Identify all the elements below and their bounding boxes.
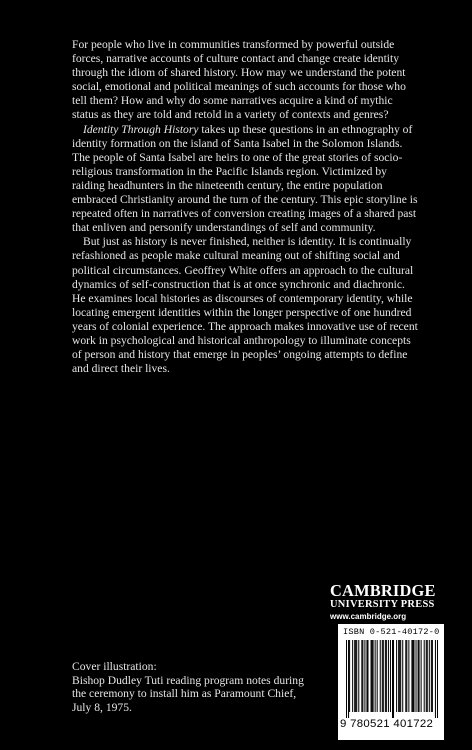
cover-illustration-heading: Cover illustration:: [72, 660, 157, 673]
back-cover-blurb: [72, 38, 420, 376]
publisher-name: CAMBRIDGE: [330, 581, 436, 600]
blurb-paragraph-2-text: takes up these questions in an ethnography of identity formation on the island of Santa Isabel in the Solomon Islands. The people of Santa Isabel are heirs to one of the great stories of socio-religious transformation in the Pacific Islands region. Victimized by raiding headhunters in the nineteenth century, the entire population embraced Christianity around the turn of the century. This epic storyline is repeated often in narratives of conversion creating images of a shared past that enliven and personify understandings of self and community.: [72, 122, 418, 235]
blurb-paragraph-3: But just as history is never finished, neither is identity. It is continually refashioned as people make cultural meaning out of shifting social and political circumstances. Geoffrey White offers an approach to the cultural dynamics of self-construction that is at once synchronic and diachronic. He examines local histories as discourses of contemporary identity, while locating emergent identities within the longer perspective of one hundred years of colonial experience. The approach makes innovative use of recent work in psychological and historical anthropology to illuminate concepts of person and history that emerge in peoples’ ongoing attempts to define and direct their lives.: [72, 235, 418, 376]
cover-illustration-line-1: Bishop Dudley Tuti reading program notes during: [72, 673, 304, 687]
barcode-icon: [346, 640, 438, 718]
publisher-logo: [330, 582, 442, 622]
book-title-italic: Identity Through History: [83, 122, 199, 136]
blurb-paragraph-1: For people who live in communities transformed by powerful outside forces, narrative accounts of culture contact and change create identity through the idiom of shared history. How may we understand the potent social, emotional and political meanings of such accounts for those who tell them? How and why do some narratives acquire a kind of mythic status as they are told and retold in a variety of contexts and genres?: [72, 38, 406, 122]
isbn-number: ISBN 0-521-40172-0: [343, 627, 440, 637]
cover-illustration-line-3: July 8, 1975.: [72, 700, 132, 714]
cover-illustration-credit: [72, 660, 342, 714]
blurb-paragraph-2: [72, 123, 420, 236]
ean-digits: 9 780521 401722: [340, 718, 434, 730]
isbn-barcode: [338, 624, 444, 740]
publisher-subtitle: UNIVERSITY PRESS: [330, 599, 435, 610]
publisher-url: www.cambridge.org: [330, 612, 407, 621]
cover-illustration-line-2: the ceremony to install him as Paramount Chief,: [72, 687, 297, 701]
